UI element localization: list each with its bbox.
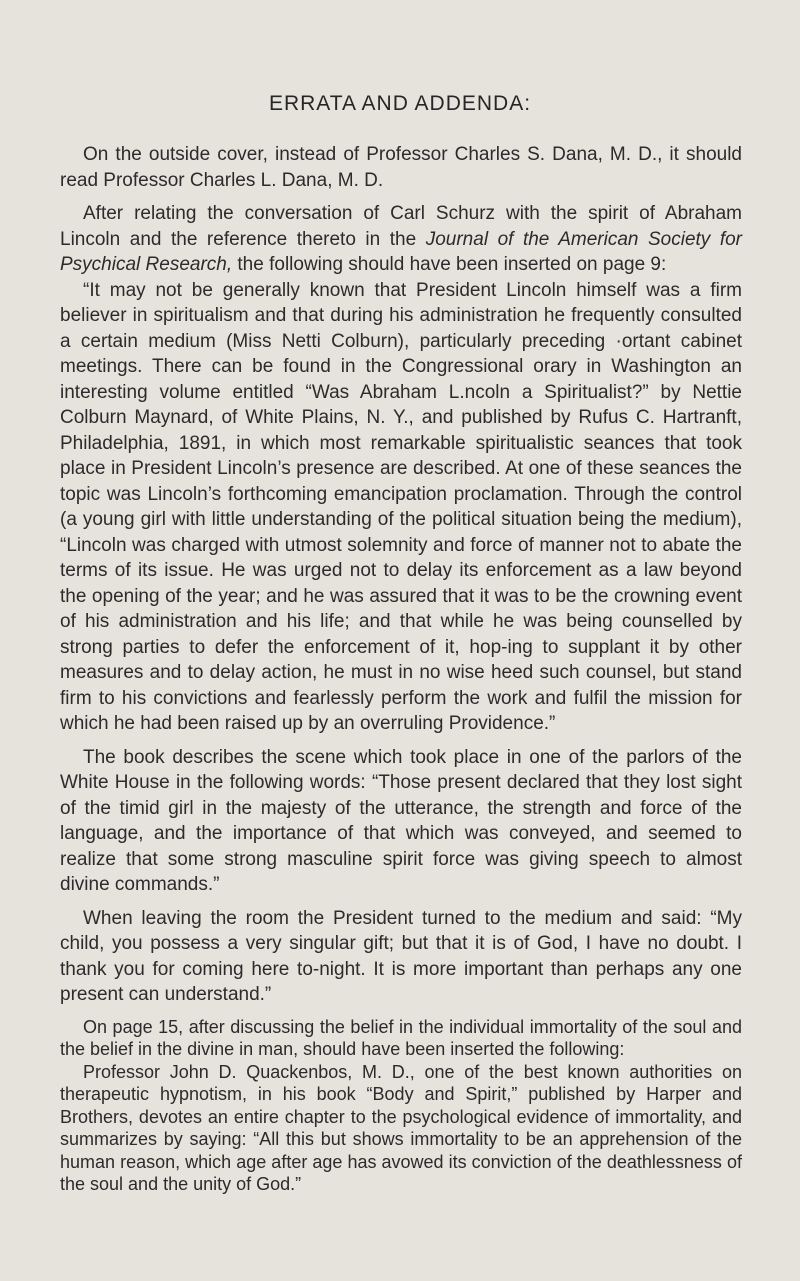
paragraph-schurz-tail: the following should have been inserted on page 9: [237,254,667,275]
paragraph-schurz-lead: After relating the conversation of Carl Schurz with the spirit of Abraham Lincoln and the reference thereto in the [60,203,742,250]
paragraph-lincoln-quote: “It may not be generally known that President Lincoln himself was a firm believer in spiritualism and that during his administration he frequently consulted a certain medium (Miss Netti Colburn), particularly preceding ·ortant cabinet meetings. There can be found in the Congressional orary in Washington an interesting volume entitled “Was Abraham L.ncoln a Spiritualist?” by Nettie Colburn Maynard, of White Plains, N. Y., and published by Rufus C. Hartranft, Philadelphia, 1891, in which most remarkable spiritualistic seances that took place in President Lincoln’s presence are described. At one of these seances the topic was Lincoln’s forthcoming emancipation proclamation. Through the control (a young girl with little understanding of the political situation being the medium), “Lincoln was charged with utmost solemnity and force of manner not to abate the terms of its issue. He was urged not to delay its enforcement as a law beyond the opening of the year; and he was assured that it was to be the crowning event of his administration and his life; and that while he was being counselled by strong parties to defer the enforcement of it, hop-ing to supplant it by other measures and to delay action, he must in no wise heed such counsel, but stand firm to his convictions and fearlessly perform the work and fulfil the mission for which he had been raised up by an overruling Providence.” [60,279,742,734]
page-heading: ERRATA AND ADDENDA: [268,92,532,115]
paragraph-president-words: When leaving the room the President turned to the medium and said: “My child, you possess a very singular gift; but that it is of God, I have no doubt. I thank you for coming here to-night. It is more important than perhaps any one present can understand.” [60,907,742,1005]
paragraph-cover-correction: On the outside cover, instead of Professor Charles S. Dana, M. D., it should read Professor Charles L. Dana, M. D. [60,144,742,191]
paragraph-page-15: On page 15, after discussing the belief in the individual immortality of the soul and the belief in the divine in man, should have been inserted the following: [60,1016,742,1059]
journal-title: Journal of the American Society for Psychical Research, [60,228,742,275]
paragraph-white-house-scene: The book describes the scene which took place in one of the parlors of the White House in the following words: “Those present declared that they lost sight of the timid girl in the majesty of the utterance, the strength and force of the language, and the importance of that which was conveyed, and seemed to realize that some strong masculine spirit force was giving speech to almost divine commands.” [60,746,742,895]
body-text [60,142,742,1196]
paragraph-schurz-reference [60,201,742,278]
paragraph-quackenbos: Professor John D. Quackenbos, M. D., one of the best known authorities on therapeutic hypnotism, in his book “Body and Spirit,” published by Harper and Brothers, devotes an entire chapter to the psychological evidence of immortality, and summarizes by saying: “All this but shows immortality to be an apprehension of the human reason, which age after age has avowed its conviction of the deathlessness of the soul and the unity of God.” [60,1061,742,1194]
